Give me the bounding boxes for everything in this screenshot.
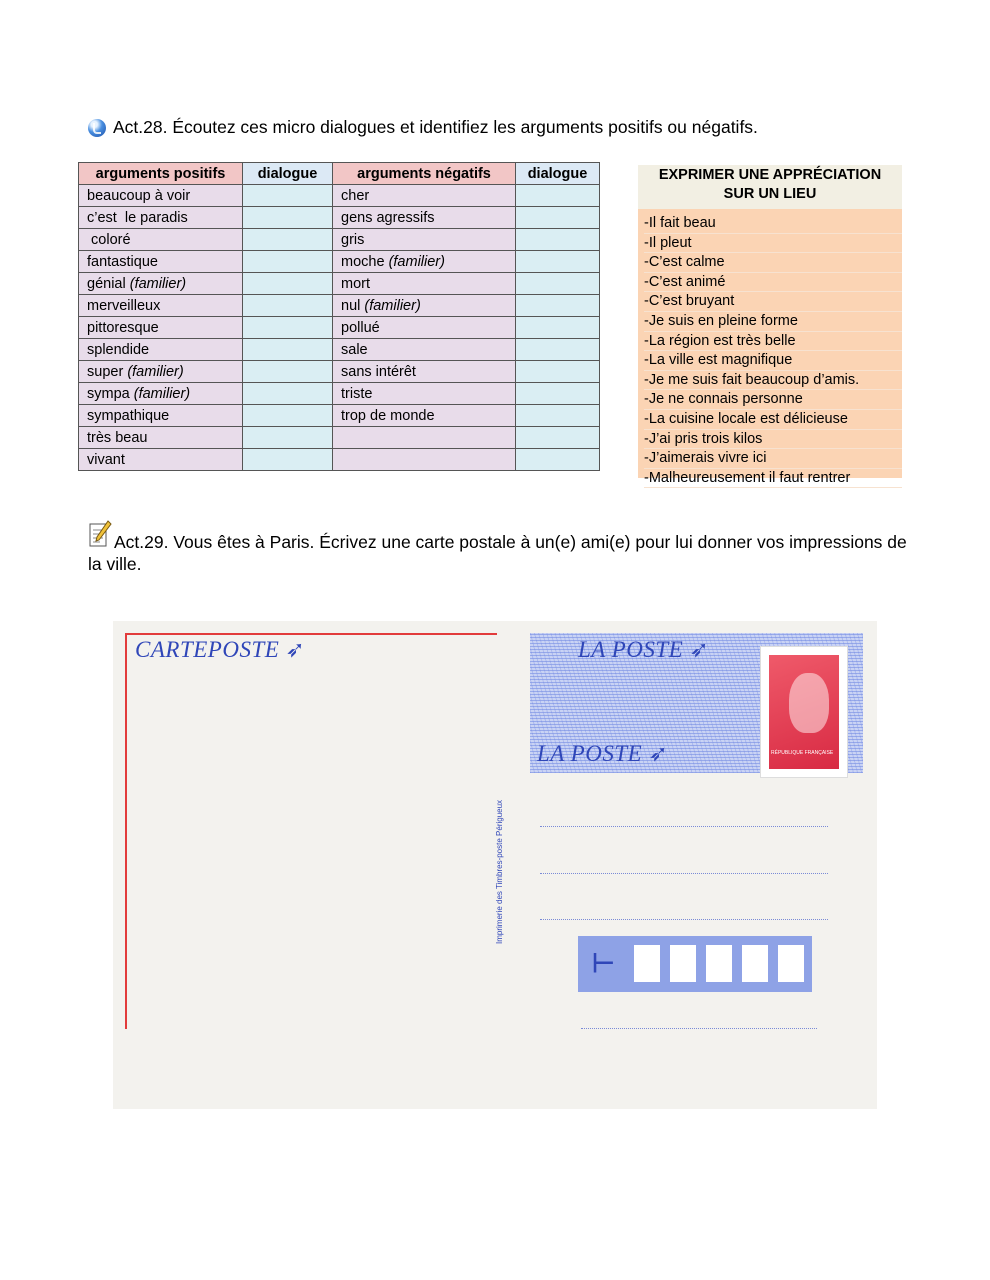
list-item: -Je ne connais personne	[644, 390, 902, 410]
la-poste-logo-top: LA POSTE ➶	[578, 637, 710, 662]
header-dialogue-2: dialogue	[516, 163, 600, 185]
list-item: -C’est calme	[644, 253, 902, 273]
address-line-2	[540, 873, 828, 874]
postal-digit-box	[634, 945, 660, 982]
negative-argument-cell: mort	[333, 273, 516, 295]
dialogue-cell	[516, 185, 600, 207]
header-negative-arguments: arguments négatifs	[333, 163, 516, 185]
address-line-3	[540, 919, 828, 920]
list-item: -Il pleut	[644, 234, 902, 254]
positive-argument-cell: très beau	[79, 427, 243, 449]
table-row	[79, 229, 600, 251]
table-row	[79, 185, 600, 207]
marianne-portrait-icon	[789, 673, 829, 733]
negative-argument-cell: trop de monde	[333, 405, 516, 427]
positive-argument-cell: c’est le paradis	[79, 207, 243, 229]
table-row	[79, 207, 600, 229]
dialogue-cell	[516, 405, 600, 427]
dialogue-cell	[516, 251, 600, 273]
address-line-1	[540, 826, 828, 827]
dialogue-cell	[243, 185, 333, 207]
postal-code-marker-icon: ⊢	[592, 948, 615, 978]
list-item: -C’est animé	[644, 273, 902, 293]
list-item: -La cuisine locale est délicieuse	[644, 410, 902, 430]
positive-argument-cell: génial (familier)	[79, 273, 243, 295]
negative-argument-cell: gris	[333, 229, 516, 251]
dialogue-cell	[516, 295, 600, 317]
dialogue-cell	[516, 383, 600, 405]
dialogue-cell	[243, 427, 333, 449]
list-item: -Il fait beau	[644, 214, 902, 234]
dialogue-cell	[243, 449, 333, 471]
postcard-image	[113, 621, 877, 1109]
appreciation-list	[638, 209, 902, 488]
appreciation-title-line2: SUR UN LIEU	[723, 186, 817, 202]
list-item: -Je suis en pleine forme	[644, 312, 902, 332]
dialogue-cell	[243, 383, 333, 405]
positive-argument-cell: sympathique	[79, 405, 243, 427]
negative-argument-cell: triste	[333, 383, 516, 405]
list-item: -J’ai pris trois kilos	[644, 430, 902, 450]
dialogue-cell	[516, 449, 600, 471]
table-row	[79, 273, 600, 295]
dialogue-cell	[516, 361, 600, 383]
act28-text: Act.28. Écoutez ces micro dialogues et identifiez les arguments positifs ou négatifs.	[113, 117, 758, 137]
dialogue-cell	[243, 339, 333, 361]
positive-argument-cell: beaucoup à voir	[79, 185, 243, 207]
arguments-table	[78, 162, 600, 471]
negative-argument-cell	[333, 449, 516, 471]
dialogue-cell	[516, 427, 600, 449]
header-dialogue-1: dialogue	[243, 163, 333, 185]
list-item: -La ville est magnifique	[644, 351, 902, 371]
postal-code-box	[578, 936, 812, 992]
table-row	[79, 317, 600, 339]
postcard-red-border-left	[125, 633, 127, 1029]
negative-argument-cell: nul (familier)	[333, 295, 516, 317]
list-item: -J’aimerais vivre ici	[644, 449, 902, 469]
table-row	[79, 405, 600, 427]
negative-argument-cell: sale	[333, 339, 516, 361]
list-item: -C’est bruyant	[644, 292, 902, 312]
pencil-notepad-icon	[88, 520, 112, 553]
negative-argument-cell: cher	[333, 185, 516, 207]
printer-credit: Imprimerie des Timbres-poste Périgueux	[495, 799, 504, 944]
table-row	[79, 427, 600, 449]
dialogue-cell	[243, 405, 333, 427]
positive-argument-cell: super (familier)	[79, 361, 243, 383]
table-row	[79, 383, 600, 405]
dialogue-cell	[516, 273, 600, 295]
positive-argument-cell: sympa (familier)	[79, 383, 243, 405]
dialogue-cell	[243, 251, 333, 273]
postal-digit-box	[670, 945, 696, 982]
negative-argument-cell: gens agressifs	[333, 207, 516, 229]
dialogue-cell	[243, 317, 333, 339]
dialogue-cell	[516, 229, 600, 251]
appreciation-title-line1: EXPRIMER UNE APPRÉCIATION	[658, 167, 882, 183]
positive-argument-cell: fantastique	[79, 251, 243, 273]
negative-argument-cell	[333, 427, 516, 449]
act29-instruction	[88, 520, 908, 575]
postal-digit-box	[706, 945, 732, 982]
la-poste-logo-bottom: LA POSTE ➶	[537, 741, 669, 766]
postal-digit-box	[778, 945, 804, 982]
list-item: -La région est très belle	[644, 332, 902, 352]
table-row	[79, 449, 600, 471]
positive-argument-cell: vivant	[79, 449, 243, 471]
dialogue-cell	[243, 295, 333, 317]
table-header-row	[79, 163, 600, 185]
dialogue-cell	[516, 317, 600, 339]
table-row	[79, 361, 600, 383]
negative-argument-cell: moche (familier)	[333, 251, 516, 273]
dialogue-cell	[243, 361, 333, 383]
positive-argument-cell: pittoresque	[79, 317, 243, 339]
table-row	[79, 295, 600, 317]
audio-cd-icon[interactable]	[88, 119, 106, 137]
table-row	[79, 251, 600, 273]
header-positive-arguments: arguments positifs	[79, 163, 243, 185]
table-row	[79, 339, 600, 361]
negative-argument-cell: pollué	[333, 317, 516, 339]
postcard-red-border-top	[125, 633, 497, 635]
carteposte-logo: CARTEPOSTE ➶	[135, 637, 306, 662]
marianne-stamp	[761, 647, 847, 777]
dialogue-cell	[516, 339, 600, 361]
dialogue-cell	[243, 229, 333, 251]
negative-argument-cell: sans intérêt	[333, 361, 516, 383]
dialogue-cell	[516, 207, 600, 229]
positive-argument-cell: merveilleux	[79, 295, 243, 317]
positive-argument-cell: coloré	[79, 229, 243, 251]
postal-digit-box	[742, 945, 768, 982]
appreciation-box-title	[638, 165, 902, 209]
dialogue-cell	[243, 273, 333, 295]
appreciation-box	[638, 165, 902, 486]
address-line-4	[581, 1028, 817, 1029]
list-item: -Je me suis fait beaucoup d’amis.	[644, 371, 902, 391]
stamp-text: RÉPUBLIQUE FRANÇAISE	[771, 750, 834, 756]
list-item: -Malheureusement il faut rentrer	[644, 469, 902, 489]
act29-text: Act.29. Vous êtes à Paris. Écrivez une carte postale à un(e) ami(e) pour lui donner vos impressions de la ville.	[88, 532, 907, 574]
positive-argument-cell: splendide	[79, 339, 243, 361]
dialogue-cell	[243, 207, 333, 229]
act28-instruction	[88, 117, 758, 138]
